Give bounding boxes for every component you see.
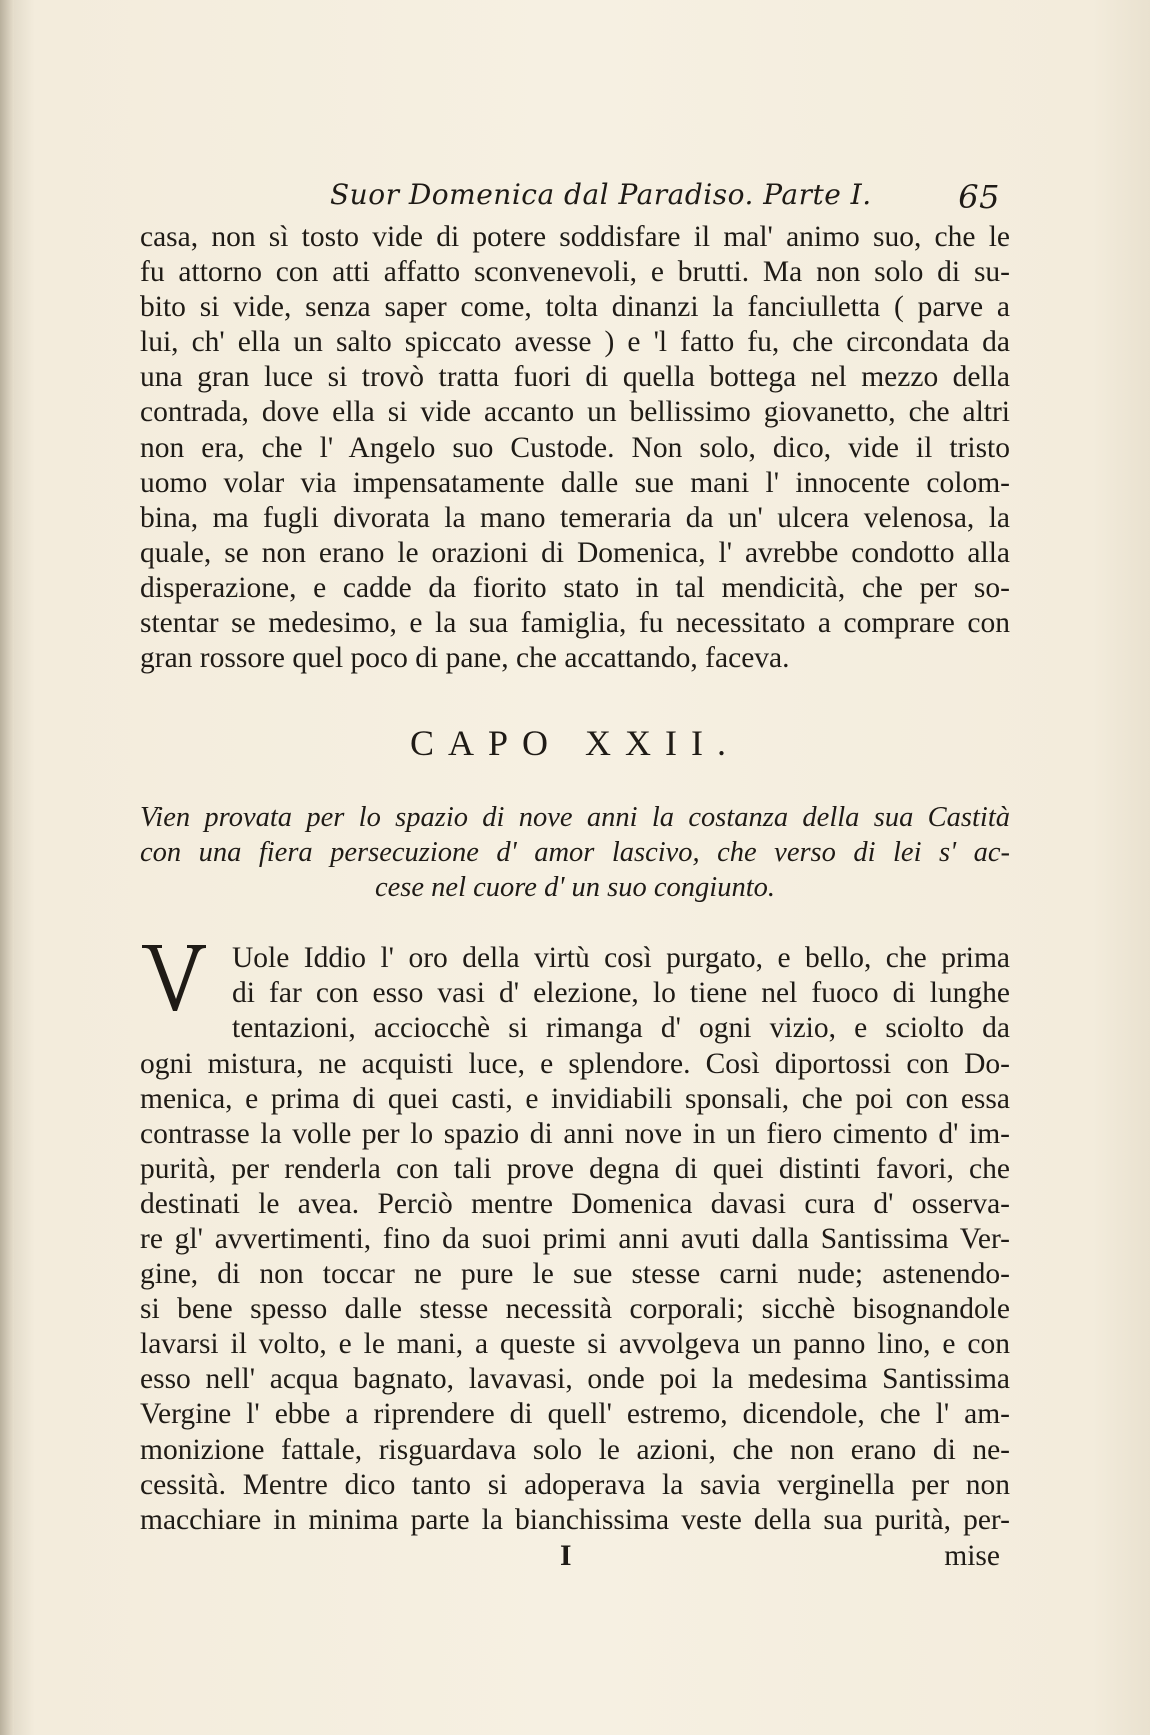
text-line: contrada, dove ella si vide accanto un bellissimo giovanetto, che altri	[140, 396, 1010, 429]
text-line: non era, che l' Angelo suo Custode. Non solo, dico, vide il tristo	[140, 431, 1010, 464]
running-header	[140, 178, 1010, 220]
running-title: Suor Domenica dal Paradiso. Parte I.	[330, 178, 872, 211]
text-line: quale, se non erano le orazioni di Domenica, l' avrebbe condotto alla	[140, 536, 1010, 569]
text-line: lui, ch' ella un salto spiccato avesse ) e 'l fatto fu, che circondata da	[140, 326, 1010, 359]
text-line: destinati le avea. Perciò mentre Domenica davasi cura d' osserva-	[140, 1187, 1010, 1220]
page-number: 65	[958, 178, 1000, 216]
text-line: menica, e prima di quei casti, e invidiabili sponsali, che poi con essa	[140, 1082, 1010, 1115]
text-line: esso nell' acqua bagnato, lavavasi, onde poi la medesima Santissima	[140, 1363, 1010, 1396]
paragraph-2	[140, 941, 1010, 1538]
text-line: macchiare in minima parte la bianchissima veste della sua purità, per-	[140, 1503, 1010, 1536]
text-line: purità, per renderla con tali prove degna di quei distinti favori, che	[140, 1152, 1010, 1185]
text-line: cese nel cuore d' un suo congiunto.	[375, 872, 775, 904]
catchword: mise	[944, 1539, 1000, 1572]
chapter-summary	[140, 800, 1010, 905]
text-line: uomo volar via impensatamente dalle sue mani l' innocente colom-	[140, 466, 1010, 499]
dropcap-v-icon	[140, 941, 208, 1013]
text-line: ogni mistura, ne acquisti luce, e splendore. Così diportossi con Do-	[140, 1047, 1010, 1080]
text-block	[140, 178, 1010, 1576]
paragraph-2-body	[140, 1047, 1010, 1538]
text-line: stentar se medesimo, e la sua famiglia, fu necessitato a comprare con	[140, 607, 1010, 640]
text-line: re gl' avvertimenti, fino da suoi primi anni avuti dalla Santissima Ver-	[140, 1222, 1010, 1255]
text-line: gine, di non toccar ne pure le sue stesse carni nude; astenendo-	[140, 1258, 1010, 1291]
chapter-heading: CAPO XXII.	[409, 723, 740, 764]
text-line: una gran luce si trovò tratta fuori di quella bottega nel mezzo della	[140, 361, 1010, 394]
text-line: lavarsi il volto, e le mani, a queste si avvolgeva un panno lino, e con	[140, 1328, 1010, 1361]
text-line: tentazioni, acciocchè si rimanga d' ogni vizio, e sciolto da	[232, 1012, 1010, 1045]
text-line: Uole Iddio l' oro della virtù così purgato, e bello, che prima	[232, 942, 1010, 975]
text-line: Vien provata per lo spazio di nove anni la costanza della sua Castità	[140, 802, 1010, 834]
text-line: fu attorno con atti affatto sconvenevoli, e brutti. Ma non solo di su-	[140, 256, 1010, 289]
page-footer	[140, 1540, 1010, 1576]
text-line: contrasse la volle per lo spazio di anni nove in un fiero cimento d' im-	[140, 1117, 1010, 1150]
text-line: gran rossore quel poco di pane, che accattando, faceva.	[140, 642, 790, 675]
page-binding-edge	[0, 0, 14, 1735]
text-line: Vergine l' ebbe a riprendere di quell' estremo, dicendole, che l' am-	[140, 1398, 1010, 1431]
text-line: si bene spesso dalle stesse necessità corporali; sicchè bisognandole	[140, 1293, 1010, 1326]
paragraph-2-opening	[140, 941, 1010, 1046]
text-line: monizione fattale, risguardava solo le azioni, che non erano di ne-	[140, 1433, 1010, 1466]
text-line: disperazione, e cadde da fiorito stato in tal mendicità, che per so-	[140, 571, 1010, 604]
text-line: bina, ma fugli divorata la mano temeraria da un' ulcera velenosa, la	[140, 501, 1010, 534]
signature-mark: I	[560, 1539, 572, 1572]
text-line: cessità. Mentre dico tanto si adoperava la savia verginella per non	[140, 1468, 1010, 1501]
text-line: con una fiera persecuzione d' amor lascivo, che verso di lei s' ac-	[140, 837, 1010, 869]
text-line: di far con esso vasi d' elezione, lo tiene nel fuoco di lunghe	[232, 977, 1010, 1010]
paragraph-1	[140, 220, 1010, 676]
text-line: casa, non sì tosto vide di potere soddisfare il mal' animo suo, che le	[140, 221, 1010, 253]
text-line: bito si vide, senza saper come, tolta dinanzi la fanciulletta ( parve a	[140, 291, 1010, 324]
